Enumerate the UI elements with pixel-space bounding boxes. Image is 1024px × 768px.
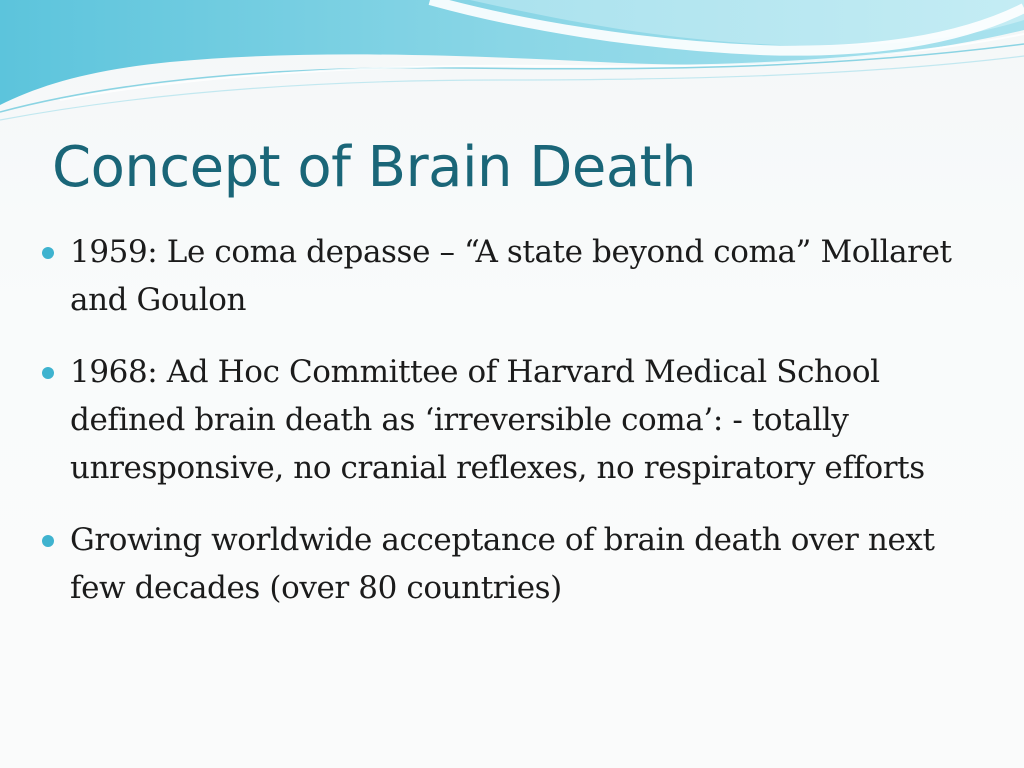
bullet-dot-icon: [42, 247, 54, 259]
bullet-item-1959: [40, 228, 980, 324]
bullet-dot-icon: [42, 535, 54, 547]
bullet-text: 1968: Ad Hoc Committee of Harvard Medical School defined brain death as ‘irreversible coma’: - totally unresponsive, no cranial reflexes, no respiratory efforts: [70, 354, 925, 486]
bullet-item-acceptance: [40, 516, 980, 612]
slide-title: Concept of Brain Death: [52, 135, 697, 200]
bullet-item-1968: [40, 348, 980, 492]
bullet-text: Growing worldwide acceptance of brain death over next few decades (over 80 countries): [70, 522, 935, 606]
bullet-list: [40, 228, 980, 636]
bullet-text: 1959: Le coma depasse – “A state beyond coma” Mollaret and Goulon: [70, 234, 952, 318]
header-wave-decoration: [0, 0, 1024, 130]
bullet-dot-icon: [42, 367, 54, 379]
